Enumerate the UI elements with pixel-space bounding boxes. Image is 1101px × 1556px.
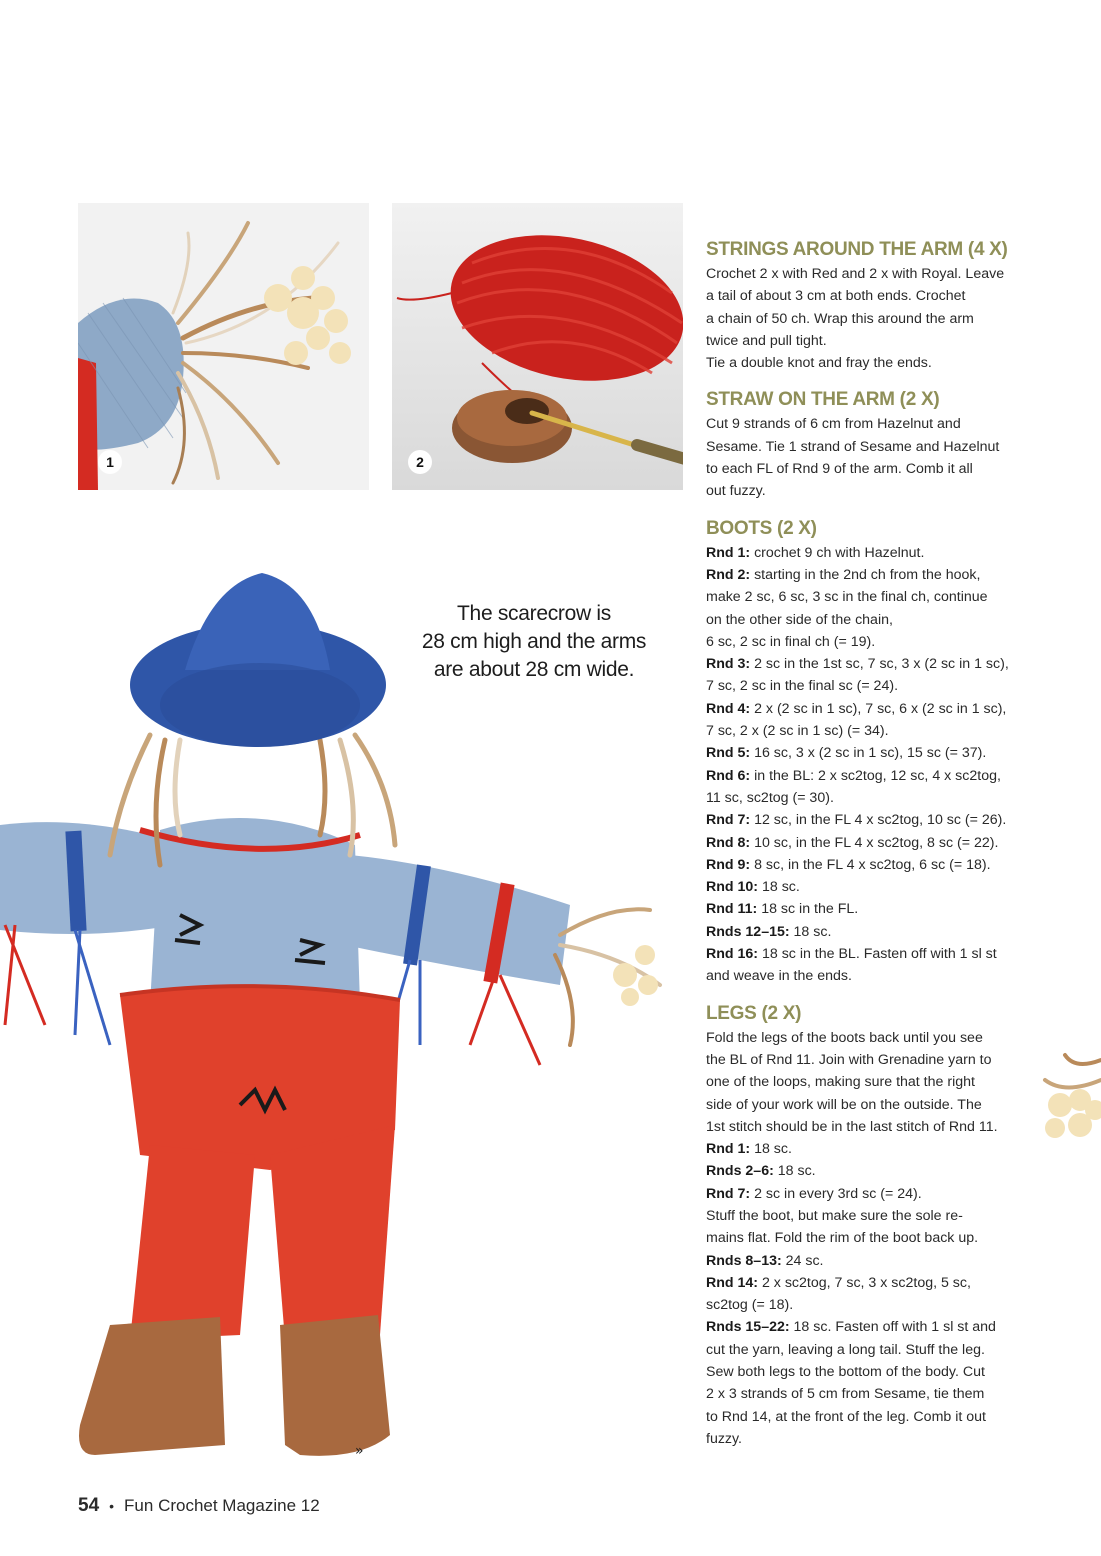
instruction-text: 18 sc.: [758, 879, 800, 896]
instruction-line: [706, 742, 1036, 764]
section-title: STRAW ON THE ARM (2 X): [706, 389, 940, 411]
instruction-text: 7 sc, 2 sc in the final sc (= 24).: [706, 678, 899, 695]
instruction-text: on the other side of the chain,: [706, 611, 893, 628]
instruction-text: 18 sc.: [750, 1141, 792, 1158]
instruction-line: [706, 675, 1036, 697]
round-label: Rnd 3:: [706, 656, 751, 673]
instruction-text: in the BL: 2 x sc2tog, 12 sc, 4 x sc2tog,: [750, 767, 1001, 784]
round-label: Rnd 4:: [706, 700, 751, 717]
instruction-text: 1st stitch should be in the last stitch of Rnd 11.: [706, 1118, 998, 1135]
instruction-text: a tail of about 3 cm at both ends. Crochet: [706, 288, 966, 305]
instruction-line: [706, 285, 1036, 307]
instruction-text: 11 sc, sc2tog (= 30).: [706, 789, 834, 806]
instruction-line: [706, 1116, 1036, 1138]
scarecrow-doll-image: [0, 565, 690, 1465]
section-boots: [706, 517, 1036, 988]
instruction-text: twice and pull tight.: [706, 332, 827, 349]
instruction-line: [706, 1227, 1036, 1249]
instruction-text: a chain of 50 ch. Wrap this around the arm: [706, 310, 974, 327]
round-label: Rnd 9:: [706, 856, 751, 873]
round-label: Rnd 6:: [706, 767, 751, 784]
instruction-text: Crochet 2 x with Red and 2 x with Royal. Leave: [706, 266, 1005, 282]
instruction-line: [706, 263, 1036, 285]
footer-separator: •: [109, 1498, 115, 1514]
instruction-text: out fuzzy.: [706, 483, 766, 500]
instruction-line: [706, 436, 1036, 458]
instruction-line: [706, 854, 1036, 876]
instruction-line: [706, 609, 1036, 631]
instruction-line: [706, 1361, 1036, 1383]
section-straw: [706, 388, 1036, 502]
round-label: Rnds 12–15:: [706, 923, 790, 940]
instruction-line: [706, 1138, 1036, 1160]
instruction-line: [706, 832, 1036, 854]
instruction-text: Fold the legs of the boots back until you see: [706, 1029, 983, 1046]
caption-line: 28 cm high and the arms: [421, 630, 647, 653]
instruction-text: 2 x (2 sc in 1 sc), 7 sc, 6 x (2 sc in 1 sc),: [750, 700, 1007, 717]
round-label: Rnd 14:: [706, 1274, 759, 1291]
photo-number-badge: 1: [98, 450, 122, 474]
instruction-line: [706, 330, 1036, 352]
instruction-text: 16 sc, 3 x (2 sc in 1 sc), 15 sc (= 37).: [750, 745, 987, 762]
section-body: [706, 1027, 1036, 1451]
section-legs: [706, 1002, 1036, 1451]
round-label: Rnd 8:: [706, 834, 751, 851]
photo-arm-straw-image: [78, 203, 369, 490]
section-title: LEGS (2 X): [706, 1002, 802, 1024]
caption-line: are about 28 cm wide.: [433, 658, 635, 681]
round-label: Rnd 5:: [706, 745, 751, 762]
instruction-text: 8 sc, in the FL 4 x sc2tog, 6 sc (= 18).: [750, 856, 991, 873]
instruction-line: [706, 1272, 1036, 1294]
instruction-line: [706, 809, 1036, 831]
section-title: STRINGS AROUND THE ARM (4 X): [706, 239, 1008, 260]
instruction-line: [706, 458, 1036, 480]
instruction-line: [706, 787, 1036, 809]
instruction-line: [706, 1250, 1036, 1272]
stray-straw-hand-image: [1035, 1040, 1101, 1160]
caption-line: The scarecrow is: [457, 602, 611, 625]
instruction-line: [706, 698, 1036, 720]
page-footer: [78, 1495, 320, 1517]
section-title: BOOTS (2 X): [706, 517, 817, 539]
instruction-line: [706, 921, 1036, 943]
instruction-text: make 2 sc, 6 sc, 3 sc in the final ch, continue: [706, 589, 988, 606]
round-label: Rnds 15–22:: [706, 1319, 790, 1336]
instruction-line: [706, 1027, 1036, 1049]
instruction-line: [706, 1294, 1036, 1316]
section-body: [706, 413, 1036, 502]
instruction-line: [706, 631, 1036, 653]
round-label: Rnd 7:: [706, 812, 751, 829]
instruction-line: [706, 898, 1036, 920]
instruction-line: [706, 765, 1036, 787]
photo-arm-straw: [78, 203, 369, 490]
instruction-line: [706, 1339, 1036, 1361]
instruction-text: 2 sc in every 3rd sc (= 24).: [750, 1185, 922, 1202]
instruction-line: [706, 586, 1036, 608]
instruction-text: 18 sc. Fasten off with 1 sl st and: [789, 1319, 996, 1336]
instruction-text: 7 sc, 2 x (2 sc in 1 sc) (= 34).: [706, 723, 889, 740]
instruction-text: 2 x sc2tog, 7 sc, 3 x sc2tog, 5 sc,: [758, 1274, 971, 1291]
instruction-text: 24 sc.: [781, 1252, 824, 1269]
instruction-line: [706, 943, 1036, 965]
instruction-line: [706, 308, 1036, 330]
round-label: Rnd 11:: [706, 901, 758, 918]
instruction-text: the BL of Rnd 11. Join with Grenadine yarn to: [706, 1051, 992, 1068]
round-label: Rnd 2:: [706, 566, 751, 583]
round-label: Rnd 1:: [706, 1141, 751, 1158]
instruction-line: [706, 542, 1036, 564]
photo-yarn-boot-image: [392, 203, 683, 490]
photo-number-badge: 2: [408, 450, 432, 474]
round-label: Rnd 7:: [706, 1185, 751, 1202]
instruction-text: Stuff the boot, but make sure the sole re-: [706, 1207, 963, 1224]
page-number: 54: [78, 1495, 100, 1516]
instruction-line: [706, 1406, 1036, 1428]
instruction-line: [706, 480, 1036, 502]
instruction-line: [706, 1094, 1036, 1116]
instruction-text: and weave in the ends.: [706, 968, 852, 985]
instruction-text: 18 sc.: [773, 1163, 816, 1180]
instruction-line: [706, 1071, 1036, 1093]
instruction-text: Sesame. Tie 1 strand of Sesame and Hazelnut: [706, 438, 1000, 455]
section-body: [706, 263, 1036, 374]
round-label: Rnds 2–6:: [706, 1163, 774, 1180]
instruction-text: 2 x 3 strands of 5 cm from Sesame, tie them: [706, 1386, 985, 1403]
instruction-text: 18 sc in the BL. Fasten off with 1 sl st: [758, 946, 997, 963]
instruction-text: sc2tog (= 18).: [706, 1297, 794, 1314]
instruction-text: Sew both legs to the bottom of the body. Cut: [706, 1364, 985, 1381]
magazine-title: Fun Crochet Magazine 12: [124, 1496, 320, 1515]
instruction-text: fuzzy.: [706, 1430, 743, 1447]
instruction-text: crochet 9 ch with Hazelnut.: [750, 544, 925, 561]
instruction-text: one of the loops, making sure that the right: [706, 1074, 975, 1091]
instruction-text: Tie a double knot and fray the ends.: [706, 355, 932, 372]
instruction-line: [706, 1183, 1036, 1205]
instruction-line: [706, 564, 1036, 586]
instruction-text: Cut 9 strands of 6 cm from Hazelnut and: [706, 416, 961, 433]
continue-marker: »: [355, 1443, 364, 1459]
round-label: Rnd 10:: [706, 879, 759, 896]
instruction-text: 18 sc in the FL.: [757, 901, 859, 918]
instruction-line: [706, 1428, 1036, 1450]
instruction-text: 6 sc, 2 sc in final ch (= 19).: [706, 633, 876, 650]
instruction-line: [706, 653, 1036, 675]
instruction-text: 10 sc, in the FL 4 x sc2tog, 8 sc (= 22).: [750, 834, 999, 851]
round-label: Rnds 8–13:: [706, 1252, 782, 1269]
instruction-line: [706, 1049, 1036, 1071]
instruction-line: [706, 1160, 1036, 1182]
instruction-line: [706, 1316, 1036, 1338]
instruction-line: [706, 1205, 1036, 1227]
round-label: Rnd 1:: [706, 544, 751, 561]
instruction-line: [706, 965, 1036, 987]
round-label: Rnd 16:: [706, 946, 759, 963]
instruction-line: [706, 720, 1036, 742]
instruction-text: to each FL of Rnd 9 of the arm. Comb it all: [706, 461, 973, 478]
instruction-text: mains flat. Fold the rim of the boot back up.: [706, 1230, 979, 1247]
instructions-column: [706, 238, 1036, 1464]
instruction-text: cut the yarn, leaving a long tail. Stuff the leg.: [706, 1341, 985, 1358]
instruction-text: 2 sc in the 1st sc, 7 sc, 3 x (2 sc in 1 sc),: [750, 656, 1009, 673]
instruction-line: [706, 413, 1036, 435]
section-strings: [706, 238, 1036, 374]
instruction-text: to Rnd 14, at the front of the leg. Comb it out: [706, 1408, 986, 1425]
instruction-text: side of your work will be on the outside. The: [706, 1096, 982, 1113]
instruction-text: starting in the 2nd ch from the hook,: [750, 566, 981, 583]
instruction-line: [706, 352, 1036, 374]
photo-yarn-boot: [392, 203, 683, 490]
instruction-line: [706, 876, 1036, 898]
instruction-text: 18 sc.: [789, 923, 832, 940]
instruction-line: [706, 1383, 1036, 1405]
instruction-text: 12 sc, in the FL 4 x sc2tog, 10 sc (= 26).: [750, 812, 1007, 829]
section-body: [706, 542, 1036, 988]
